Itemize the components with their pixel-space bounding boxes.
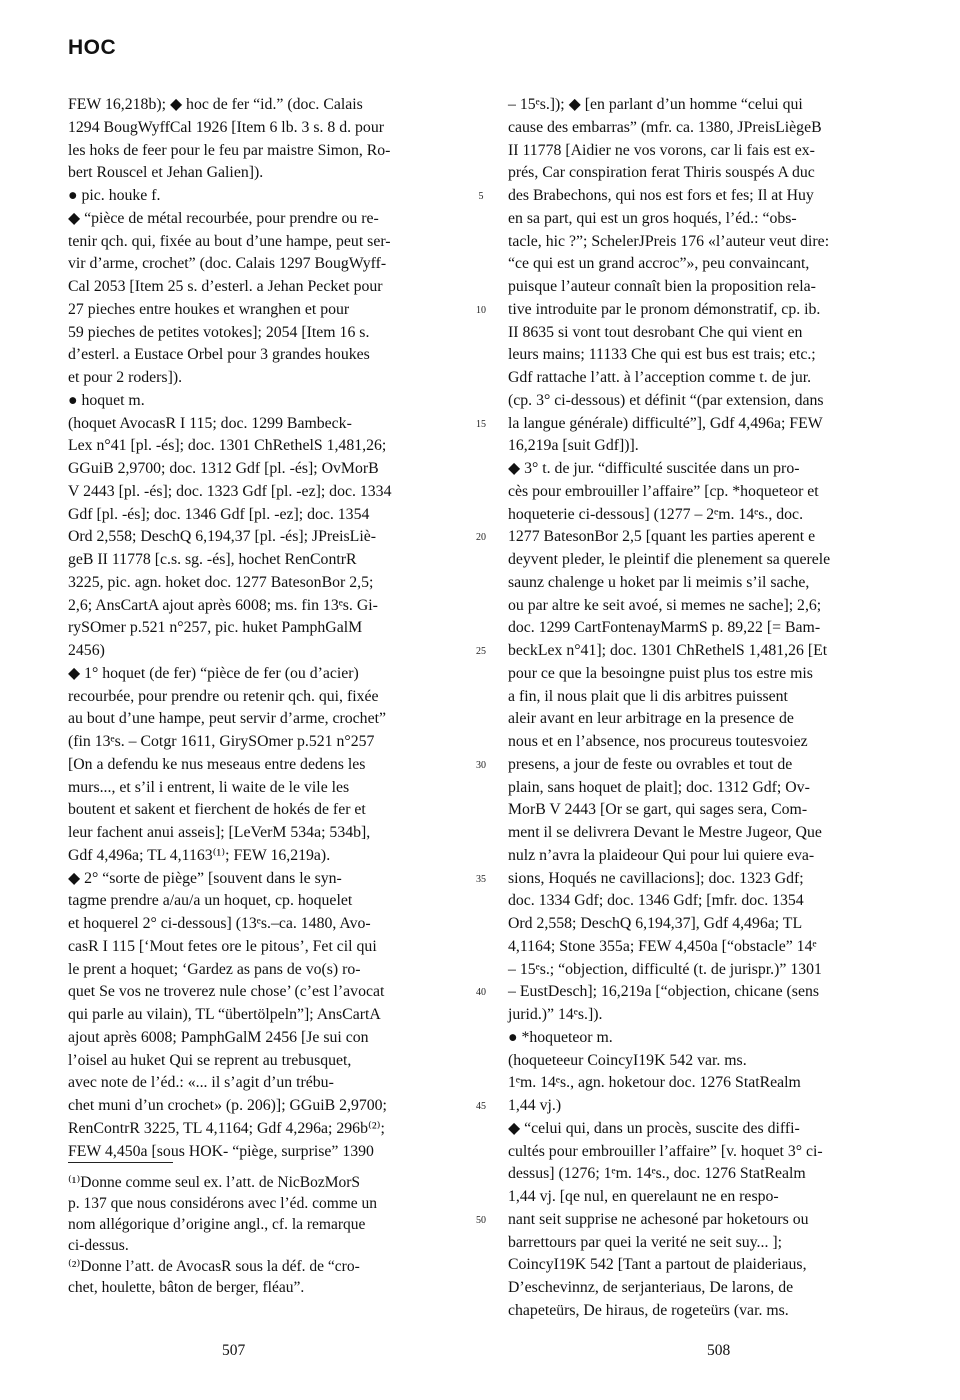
- page-number-right: 508: [707, 1342, 731, 1359]
- footnotes: [68, 1172, 450, 1298]
- left-column-line: ● hoquet m.: [68, 391, 145, 409]
- footnote-line: ci-dessus.: [68, 1237, 129, 1254]
- footnote-line: chet, houlette, bâton de berger, fléau”.: [68, 1279, 305, 1296]
- left-column-line: et pour 2 roders]).: [68, 369, 183, 386]
- right-column-line: – 15ᵉs.; “objection, difficulté (t. de jurispr.)” 1301: [508, 960, 822, 978]
- right-column-line: Gdf rattache l’att. à l’acception comme t. de jur.: [508, 369, 812, 386]
- left-column-line: casR I 115 [‘Mout fetes ore le pitous’, Fet cil qui: [68, 937, 377, 955]
- right-column-line: 16,219a [suit Gdf])].: [508, 437, 639, 455]
- footnote-line: ⁽²⁾Donne l’att. de AvocasR sous la déf. de “cro-: [68, 1258, 360, 1275]
- right-column-line: la langue générale) difficulté”], Gdf 4,496a; FEW: [508, 414, 823, 432]
- right-column-line: barrettours par quei la verité ne seit suy... ];: [508, 1233, 783, 1251]
- footnote-line: ⁽¹⁾Donne comme seul ex. l’att. de NicBozMorS: [68, 1174, 361, 1191]
- line-number: 45: [476, 1101, 486, 1112]
- right-column-line: ◆ “celui qui, dans un procès, suscite des diffi-: [508, 1119, 800, 1137]
- left-column-line: et hoquerel 2° ci-dessous] (13ᵉs.–ca. 1480, Avo-: [68, 915, 371, 932]
- right-column-line: pour ce que la besoingne puist plus tos estre mis: [508, 664, 813, 682]
- right-column-line: tacle, hic ?”; SchelerJPreis 176 «l’auteur veut dire:: [508, 232, 830, 250]
- left-column-line: Gdf 4,496a; TL 4,1163⁽¹⁾; FEW 16,219a).: [68, 846, 331, 864]
- right-column-line: (cp. 3° ci-dessous) et définit “(par extension, dans: [508, 391, 824, 409]
- left-column-line: avec note de l’éd.: «... il s’agit d’un trébu-: [68, 1074, 334, 1092]
- left-column-line: [On a defendu ke nus meseaus entre dedens les: [68, 755, 366, 773]
- right-column-line: puisque l’auteur connaît bien la proposition rela-: [508, 278, 816, 295]
- right-column-line: jurid.)” 14ᵉs.]).: [508, 1006, 603, 1023]
- right-column-line: sions, Hoqués ne cavillacions]; doc. 1323 Gdf;: [508, 869, 804, 887]
- left-column-line: Ord 2,558; DeschQ 6,194,37 [pl. -és]; JPreisLiè-: [68, 528, 376, 546]
- right-column: [508, 94, 888, 1323]
- right-column-line: “ce qui est un grand accroc”», peu convaincant,: [508, 255, 810, 273]
- right-column-line: MorB V 2443 [Or se gart, qui sages sera, Com-: [508, 801, 808, 819]
- right-column-line: Ord 2,558; DeschQ 6,194,37], Gdf 4,496a; TL: [508, 915, 803, 932]
- right-column-line: ◆ 3° t. de jur. “difficulté suscitée dans un pro-: [508, 460, 800, 477]
- right-column-line: – EustDesch]; 16,219a [“objection, chicane (sens: [508, 983, 820, 1001]
- left-column-line: bert Rouscel et Jehan Galien]).: [68, 164, 264, 182]
- right-column-line: doc. 1299 CartFontenayMarmS p. 89,22 [= Bam-: [508, 619, 821, 637]
- left-column-line: ● pic. houke f.: [68, 187, 161, 204]
- right-column-line: 1277 BatesonBor 2,5 [quant les parties aperent e: [508, 528, 816, 546]
- left-column-line: leur fachent anui asseis]; [LeVerM 534a; 534b],: [68, 824, 371, 841]
- right-column-line: 4,1164; Stone 355a; FEW 4,450a [“obstacle” 14ᵉ: [508, 937, 817, 955]
- left-column-line: FEW 16,218b); ◆ hoc de fer “id.” (doc. Calais: [68, 96, 363, 113]
- line-number: 30: [476, 759, 486, 771]
- left-column-line: qui parle au vilain), TL “übertölpeln”]; AnsCartA: [68, 1006, 381, 1023]
- left-column-line: FEW 4,450a [sous HOK- “piège, surprise” 1390: [68, 1142, 374, 1160]
- left-column-line: rySOmer p.521 n°257, pic. huket PamphGalM: [68, 619, 363, 637]
- left-column-line: (fin 13ᵉs. – Cotgr 1611, GirySOmer p.521 n°257: [68, 733, 375, 750]
- left-column-line: tenir qch. qui, fixée au bout d’une hampe, peut ser-: [68, 232, 391, 250]
- left-column-line: chet muni d’un crochet» (p. 206)]; GGuiB 2,9700;: [68, 1097, 387, 1114]
- right-column-line: 1,44 vj. [qe nul, en querelaunt ne en respo-: [508, 1188, 779, 1205]
- right-column-line: ment il se delivrera Devant le Mestre Jugeor, Que: [508, 824, 822, 841]
- left-column-line: l’oisel au huket Qui se reprent au trebusquet,: [68, 1051, 352, 1069]
- left-column-line: recourbée, pour prendre ou retenir qch. qui, fixée: [68, 687, 379, 705]
- right-column-line: leurs mains; 11133 Che qui est bus est trais; etc.;: [508, 346, 816, 364]
- right-column-line: 1ᵉm. 14ᵉs., agn. hoketour doc. 1276 StatRealm: [508, 1074, 801, 1092]
- left-column-line: 3225, pic. agn. hoket doc. 1277 BatesonBor 2,5;: [68, 573, 374, 591]
- right-column-line: des Brabechons, qui nos est fors et fes; Il at Huy: [508, 187, 814, 204]
- left-column-line: geB II 11778 [c.s. sg. -és], hochet RenContrR: [68, 551, 357, 568]
- right-column-line: ou par altre ke seit avoé, si memes ne sache]; 2,6;: [508, 596, 822, 614]
- left-column-line: quet Se vos ne troverez nule chose’ (c’est l’avocat: [68, 983, 385, 1001]
- left-column-line: ◆ 2° “sorte de piège” [souvent dans le syn-: [68, 869, 342, 887]
- right-column-line: presens, a jour de feste ou ovrables et tout de: [508, 755, 793, 773]
- left-column-line: 1294 BougWyffCal 1926 [Item 6 lb. 3 s. 8 d. pour: [68, 118, 384, 136]
- left-column-line: d’esterl. a Eustace Orbel pour 3 grandes houkes: [68, 346, 370, 364]
- right-column-line: en sa part, qui est un gros hoqués, l’éd.: “obs-: [508, 209, 797, 227]
- page-number-left: 507: [222, 1342, 246, 1359]
- line-number: 25: [476, 646, 486, 657]
- line-number: 40: [476, 987, 486, 999]
- right-column-line: II 8635 si vont tout desrobant Che qui vient en: [508, 323, 803, 341]
- left-column-line: 2,6; AnsCartA ajout après 6008; ms. fin 13ᵉs. Gi-: [68, 596, 378, 614]
- right-column-line: cès pour embrouiller l’affaire” [cp. *hoqueteor et: [508, 482, 819, 500]
- left-column-line: vir d’arme, crochet” (doc. Calais 1297 BougWyff-: [68, 255, 387, 273]
- right-column-line: doc. 1334 Gdf; doc. 1346 Gdf; [mfr. doc. 1354: [508, 892, 804, 910]
- left-column-line: RenContrR 3225, TL 4,1164; Gdf 4,296a; 296b⁽²⁾;: [68, 1119, 385, 1137]
- footnote-rule: [68, 1162, 173, 1163]
- left-column-line: au bout d’une hampe, peut servir d’arme, crochet”: [68, 710, 386, 728]
- left-column-line: les hoks de feer pour le feu par maistre Simon, Ro-: [68, 141, 391, 159]
- right-column-line: nulz n’avra la plaideour Qui pour lui quiere eva-: [508, 846, 815, 864]
- running-head: HOC: [68, 36, 117, 59]
- line-number: 20: [476, 532, 486, 544]
- left-column-line: 2456): [68, 642, 105, 659]
- left-column-line: ajout après 6008; PamphGalM 2456 [Je sui con: [68, 1028, 369, 1046]
- left-column-line: murs..., et s’il i entrent, li waite de le vile les: [68, 778, 350, 796]
- line-number: 15: [476, 418, 486, 430]
- left-column-line: boutent et sakent et fierchent de hokés de fer et: [68, 801, 366, 819]
- right-column-line: (hoqueteeur CoincyI19K 542 var. ms.: [508, 1051, 747, 1069]
- right-column-line: cause des embarras” (mfr. ca. 1380, JPreisLiègeB: [508, 118, 822, 136]
- left-column-line: le prent a hoquet; ‘Gardez as pans de vo(s) ro-: [68, 960, 361, 978]
- right-column-line: nous et en l’absence, nos procureus toutesvoiez: [508, 733, 808, 750]
- left-column-line: (hoquet AvocasR I 115; doc. 1299 Bambeck-: [68, 414, 352, 432]
- right-column-line: dessus] (1276; 1ᵉm. 14ᵉs., doc. 1276 StatRealm: [508, 1165, 806, 1183]
- left-column-line: Gdf [pl. -és]; doc. 1346 Gdf [pl. -ez]; doc. 1354: [68, 505, 370, 523]
- left-column-line: Cal 2053 [Item 25 s. d’esterl. a Jehan Pecket pour: [68, 278, 383, 295]
- footnote-line: p. 137 que nous considérons avec l’éd. comme un: [68, 1195, 378, 1212]
- right-column-line: saunz chalenge u hoket par li meimis s’il sache,: [508, 573, 810, 591]
- right-column-line: D’eschevinnz, de serjanteriaus, De larons, de: [508, 1279, 794, 1296]
- left-column-line: tagme prendre a/au/a un hoquet, cp. hoquelet: [68, 892, 353, 910]
- left-column-line: 59 pieches de petites votokes]; 2054 [Item 16 s.: [68, 323, 370, 341]
- right-column-line: nant seit supprise ne achesoné par hoketours ou: [508, 1210, 809, 1228]
- right-column-line: tive introduite par le pronom démonstratif, cp. ib.: [508, 300, 821, 318]
- right-column-line: a fin, il nous plait que li dis arbitres puissent: [508, 687, 788, 705]
- left-column: [68, 94, 450, 1163]
- footnote-line: nom allégorique d’origine angl., cf. la remarque: [68, 1216, 366, 1233]
- left-column-line: Lex n°41 [pl. -és]; doc. 1301 ChRethelS 1,481,26;: [68, 437, 387, 455]
- right-column-line: deyvent pleder, le pleintif die plenement sa querele: [508, 551, 831, 568]
- right-column-line: aleir avant en leur arbitrage en la presence de: [508, 710, 794, 728]
- right-column-line: ● *hoqueteor m.: [508, 1028, 613, 1046]
- line-number: 50: [476, 1214, 486, 1226]
- left-column-line: GGuiB 2,9700; doc. 1312 Gdf [pl. -és]; OvMorB: [68, 460, 379, 477]
- right-column-line: prés, Car conspiration ferat Thiris souspés A duc: [508, 164, 815, 182]
- right-column-line: hoqueterie ci-dessous] (1277 – 2ᵉm. 14ᵉs., doc.: [508, 505, 804, 523]
- right-column-line: cultés pour embrouiller l’affaire” [v. hoquet 3° ci-: [508, 1142, 823, 1160]
- right-column-line: II 11778 [Aidier ne vos vorons, car li fais est ex-: [508, 141, 815, 159]
- right-column-line: chapeteürs, De hiraus, de rogeteürs (var. ms.: [508, 1301, 789, 1319]
- left-column-line: ◆ “pièce de métal recourbée, pour prendre ou re-: [68, 209, 379, 227]
- line-number: 35: [476, 873, 486, 885]
- left-column-line: V 2443 [pl. -és]; doc. 1323 Gdf [pl. -ez]; doc. 1334: [68, 482, 392, 500]
- right-column-line: beckLex n°41]; doc. 1301 ChRethelS 1,481,26 [Et: [508, 642, 828, 659]
- right-column-line: – 15ᵉs.]); ◆ [en parlant d’un homme “celui qui: [508, 96, 803, 113]
- line-number: 10: [476, 304, 486, 316]
- right-column-line: 1,44 vj.): [508, 1097, 562, 1114]
- right-column-line: plain, sans hoquet de plait]; doc. 1312 Gdf; Ov-: [508, 778, 810, 796]
- left-column-line: 27 pieches entre houkes et wranghen et pour: [68, 300, 350, 318]
- right-column-line: CoincyI19K 542 [Tant a partout de plaideriaus,: [508, 1256, 807, 1274]
- left-column-line: ◆ 1° hoquet (de fer) “pièce de fer (ou d’acier): [68, 664, 359, 682]
- line-number: 5: [478, 191, 484, 202]
